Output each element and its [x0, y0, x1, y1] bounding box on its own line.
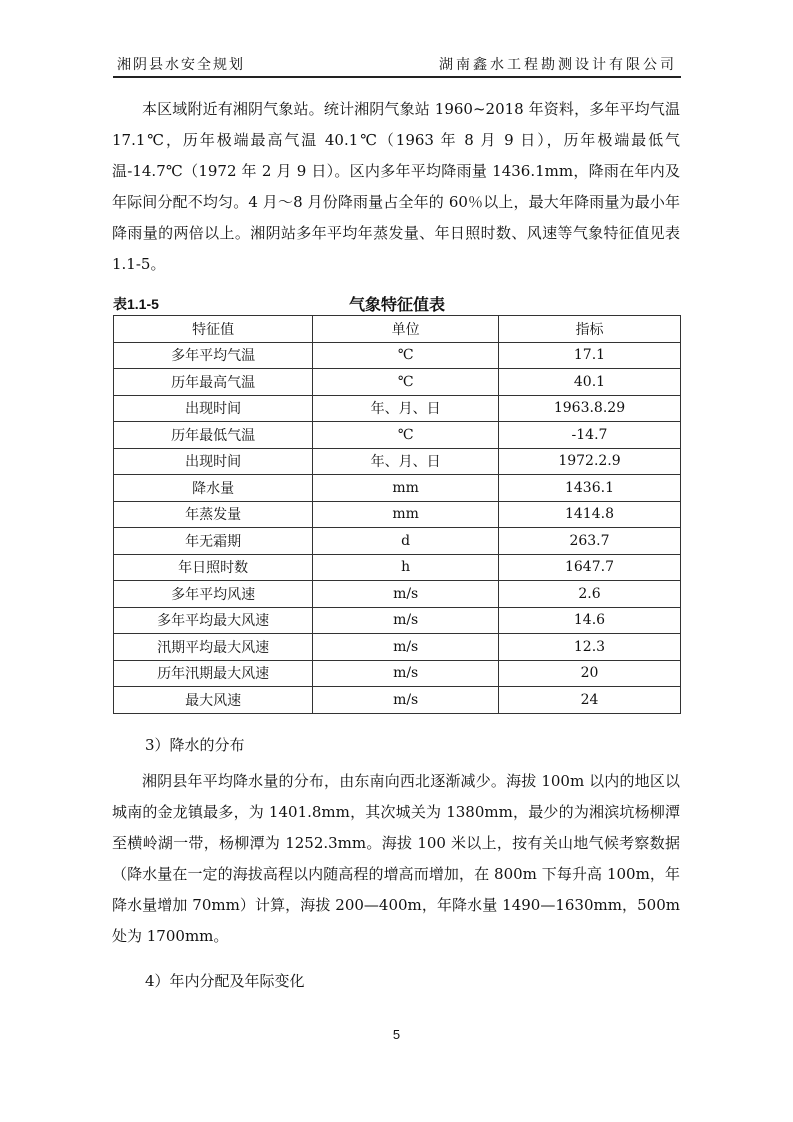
- cell-feature: 历年最低气温: [114, 422, 313, 449]
- cell-value: 24: [498, 687, 680, 714]
- header-document-title: 湘阴县水安全规划: [117, 57, 245, 73]
- cell-feature: 历年汛期最大风速: [114, 660, 313, 687]
- table-row: [114, 554, 681, 581]
- header-company-name: 湖南鑫水工程勘测设计有限公司: [439, 57, 677, 73]
- cell-feature: 多年平均风速: [114, 581, 313, 608]
- table-row: [114, 395, 681, 422]
- cell-feature: 年蒸发量: [114, 501, 313, 528]
- cell-unit: m/s: [313, 660, 499, 687]
- cell-unit: ℃: [313, 342, 499, 369]
- cell-feature: 历年最高气温: [114, 369, 313, 396]
- cell-feature: 年日照时数: [114, 554, 313, 581]
- cell-value: 40.1: [498, 369, 680, 396]
- cell-value: 20: [498, 660, 680, 687]
- table-row: [114, 422, 681, 449]
- cell-feature: 多年平均气温: [114, 342, 313, 369]
- table-title: 气象特征值表: [348, 295, 445, 314]
- cell-value: 1436.1: [498, 475, 680, 502]
- cell-feature: 多年平均最大风速: [114, 607, 313, 634]
- cell-unit: h: [313, 554, 499, 581]
- header-cell-value: 指标: [498, 316, 680, 343]
- cell-unit: ℃: [313, 422, 499, 449]
- table-label: 表1.1-5: [113, 296, 159, 312]
- cell-value: -14.7: [498, 422, 680, 449]
- table-row: [114, 634, 681, 661]
- section-3-heading: 3）降水的分布: [145, 736, 245, 754]
- table-row: [114, 501, 681, 528]
- cell-unit: m/s: [313, 687, 499, 714]
- meteorological-table: [113, 315, 681, 714]
- intro-paragraph: 本区域附近有湘阴气象站。统计湘阴气象站 1960~2018 年资料，多年平均气温 17.1℃，历年极端最高气温 40.1℃（1963 年 8 月 9 日），历年极端最低气温-14.7℃（1972 年 2 月 9 日）。区内多年平均降雨量 1436.1mm，降雨在年内及年际间分配不均匀。4 月～8 月份降雨量占全年的 60％以上，最大年降雨量为最小年降雨量的两倍以上。湘阴站多年平均年蒸发量、年日照时数、风速等气象特征值见表 1.1-5。: [112, 100, 680, 273]
- cell-unit: mm: [313, 501, 499, 528]
- table-row: [114, 660, 681, 687]
- cell-feature: 出现时间: [114, 448, 313, 475]
- table-row: [114, 475, 681, 502]
- cell-unit: m/s: [313, 581, 499, 608]
- cell-value: 1414.8: [498, 501, 680, 528]
- cell-feature: 年无霜期: [114, 528, 313, 555]
- cell-unit: m/s: [313, 634, 499, 661]
- cell-unit: ℃: [313, 369, 499, 396]
- cell-value: 1972.2.9: [498, 448, 680, 475]
- cell-value: 1647.7: [498, 554, 680, 581]
- cell-value: 12.3: [498, 634, 680, 661]
- table-row: [114, 687, 681, 714]
- cell-feature: 降水量: [114, 475, 313, 502]
- cell-feature: 汛期平均最大风速: [114, 634, 313, 661]
- section-4-heading: 4）年内分配及年际变化: [145, 972, 305, 990]
- header-cell-feature: 特征值: [114, 316, 313, 343]
- cell-value: 14.6: [498, 607, 680, 634]
- cell-unit: 年、月、日: [313, 395, 499, 422]
- cell-value: 1963.8.29: [498, 395, 680, 422]
- cell-feature: 最大风速: [114, 687, 313, 714]
- table-header-row: [114, 316, 681, 343]
- table-row: [114, 342, 681, 369]
- cell-unit: 年、月、日: [313, 448, 499, 475]
- table-row: [114, 448, 681, 475]
- header-cell-unit: 单位: [313, 316, 499, 343]
- table-row: [114, 581, 681, 608]
- cell-value: 17.1: [498, 342, 680, 369]
- cell-value: 2.6: [498, 581, 680, 608]
- table-row: [114, 607, 681, 634]
- table-row: [114, 528, 681, 555]
- cell-value: 263.7: [498, 528, 680, 555]
- cell-feature: 出现时间: [114, 395, 313, 422]
- section-3-paragraph: 湘阴县年平均降水量的分布，由东南向西北逐渐减少。海拔 100m 以内的地区以城南的金龙镇最多，为 1401.8mm，其次城关为 1380mm，最少的为湘滨坑杨柳潭至横岭湖一带，杨柳潭为 1252.3mm。海拔 100 米以上，按有关山地气候考察数据（降水量在一定的海拔高程以内随高程的增高而增加，在 800m 下每升高 100m，年降水量增加 70mm）计算，海拔 200—400m，年降水量 1490—1630mm，500m 处为 1700mm。: [112, 772, 680, 945]
- table-row: [114, 369, 681, 396]
- table-caption: [113, 292, 681, 316]
- cell-unit: mm: [313, 475, 499, 502]
- page-header: [113, 52, 681, 78]
- page-number: 5: [392, 1027, 401, 1042]
- cell-unit: d: [313, 528, 499, 555]
- cell-unit: m/s: [313, 607, 499, 634]
